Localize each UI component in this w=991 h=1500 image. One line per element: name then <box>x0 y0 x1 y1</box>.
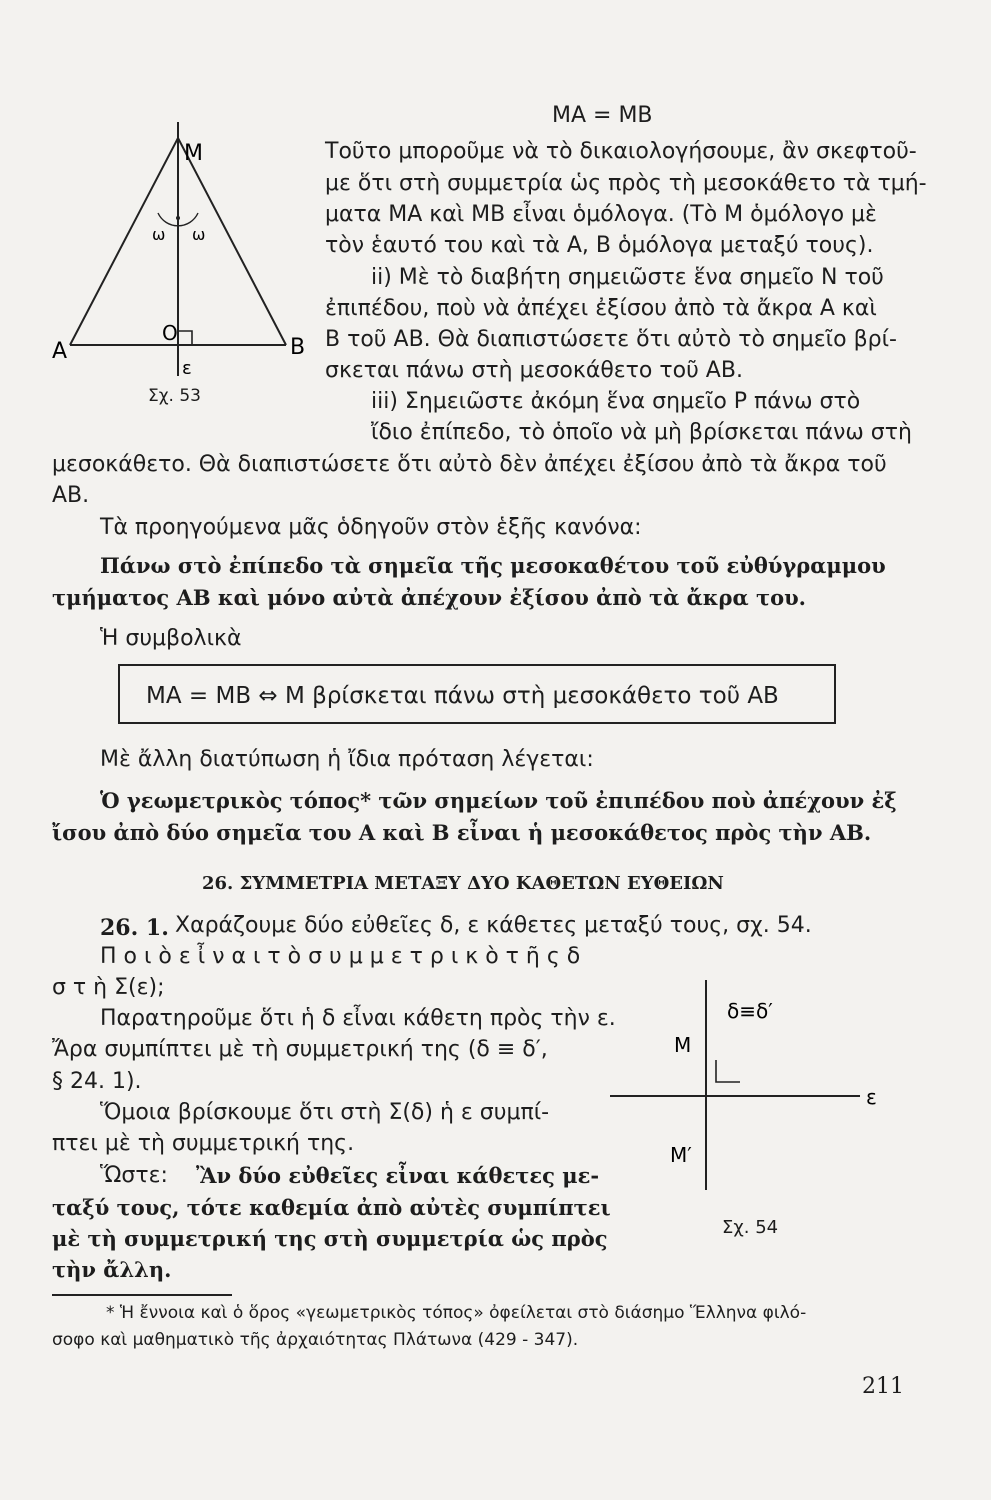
para1-line: τὸν ἑαυτό του καὶ τὰ A, B ὁμόλογα μεταξύ τους). <box>325 233 874 258</box>
s26-1-text: Χαράζουμε δύο εὐθεῖες δ, ε κάθετες μεταξύ τους, σχ. 54. <box>175 913 812 938</box>
fig53-label-omega2: ω <box>192 225 206 244</box>
section-number: 26. 1. <box>100 915 169 941</box>
para1-line: ii) Μὲ τὸ διαβήτη σημειῶστε ἕνα σημεῖο N τοῦ <box>371 265 884 290</box>
fig53-label-b: B <box>290 335 306 360</box>
right-angle-mark <box>178 331 192 345</box>
para1-line: με ὅτι στὴ συμμετρία ὡς πρὸς τὴ μεσοκάθετο τὰ τμή- <box>325 171 927 196</box>
top-formula: MA = MB <box>552 103 653 128</box>
question-line: σ τ ὴ Σ(ε); <box>52 975 165 1000</box>
fig54-label-dd: δ≡δ′ <box>727 999 773 1023</box>
footnote-line: * Ἡ ἔννοια καὶ ὁ ὅρος «γεωμετρικὸς τόπος» ὀφείλεται στὸ διάσημο Ἕλληνα φιλό- <box>106 1303 807 1323</box>
body-line: § 24. 1). <box>52 1069 142 1094</box>
fig53-label-m: M <box>184 141 203 166</box>
fig53-label-o: O <box>162 321 178 345</box>
arc-point <box>176 216 180 220</box>
fig54-label-eps: ε <box>866 1085 877 1109</box>
locus-bold-line: Ὁ γεωμετρικὸς τόπος* τῶν σημείων τοῦ ἐπιπέδου ποὺ ἀπέχουν ἐξ <box>100 788 897 813</box>
fig54-caption: Σχ. 54 <box>722 1217 779 1238</box>
fig53-label-omega1: ω <box>152 225 166 244</box>
alt-intro: Μὲ ἄλλη διατύπωση ἡ ἴδια πρόταση λέγεται: <box>100 747 594 772</box>
rule-intro: Τὰ προηγούμενα μᾶς ὁδηγοῦν στὸν ἑξῆς κανόνα: <box>100 515 642 540</box>
footnote-rule <box>52 1294 232 1296</box>
fig53-label-a: A <box>52 339 68 364</box>
body-line: Ἄρα συμπίπτει μὲ τὴ συμμετρική της (δ ≡ δ′, <box>52 1037 548 1062</box>
fig54-label-mp: M′ <box>670 1143 692 1167</box>
box-formula: MA = MB ⇔ M βρίσκεται πάνω στὴ μεσοκάθετο τοῦ AB <box>146 683 779 709</box>
para1-line: B τοῦ AB. Θὰ διαπιστώσετε ὅτι αὐτὸ τὸ σημεῖο βρί- <box>325 327 897 352</box>
conclusion-bold-line: Ἂν δύο εὐθεῖες εἶναι κάθετες με- <box>196 1163 600 1188</box>
fig53-label-eps: ε <box>182 358 192 379</box>
conclusion-bold-line: μὲ τὴ συμμετρική της στὴ συμμετρία ὡς πρὸς <box>52 1226 608 1251</box>
question-line: Π ο ι ὸ ε ἶ ν α ι τ ὸ σ υ μ μ ε τ ρ ι κ ὸ τ ῆ ς δ <box>100 944 581 969</box>
para1-line: Τοῦτο μποροῦμε νὰ τὸ δικαιολογήσουμε, ἂν σκεφτοῦ- <box>325 139 917 164</box>
para1-full-line: AB. <box>52 483 90 508</box>
right-angle-mark <box>716 1060 740 1082</box>
para1-line: σκεται πάνω στὴ μεσοκάθετο τοῦ AB. <box>325 358 743 383</box>
body-line: πτει μὲ τὴ συμμετρική της. <box>52 1131 355 1156</box>
conclusion-bold-line: ταξύ τους, τότε καθεμία ἀπὸ αὐτὲς συμπίπτει <box>52 1195 611 1220</box>
figure-53 <box>40 118 340 418</box>
para1-line: ἴδιο ἐπίπεδο, τὸ ὁποῖο νὰ μὴ βρίσκεται πάνω στὴ <box>371 420 912 445</box>
para1-line: ματα MA καὶ MB εἶναι ὁμόλογα. (Τὸ M ὁμόλογο μὲ <box>325 202 877 227</box>
para1-line: iii) Σημειῶστε ἀκόμη ἕνα σημεῖο P πάνω στὸ <box>371 389 861 414</box>
rule-bold-line: τμήματος AB καὶ μόνο αὐτὰ ἀπέχουν ἐξίσου ἀπὸ τὰ ἄκρα του. <box>52 585 806 610</box>
conclusion-bold-line: τὴν ἄλλη. <box>52 1257 172 1282</box>
fig54-label-m: M <box>674 1033 692 1057</box>
symbolic-label: Ἡ συμβολικὰ <box>100 626 242 651</box>
para1-full-line: μεσοκάθετο. Θὰ διαπιστώσετε ὅτι αὐτὸ δὲν ἀπέχει ἐξίσου ἀπὸ τὰ ἄκρα τοῦ <box>52 452 887 477</box>
fig53-caption: Σχ. 53 <box>148 386 202 406</box>
rule-bold-line: Πάνω στὸ ἐπίπεδο τὰ σημεῖα τῆς μεσοκαθέτου τοῦ εὐθύγραμμου <box>100 553 886 578</box>
footnote-line: σοφο καὶ μαθηματικὸ τῆς ἀρχαιότητας Πλάτωνα (429 - 347). <box>52 1330 579 1350</box>
body-line: Ὅμοια βρίσκουμε ὅτι στὴ Σ(δ) ἡ ε συμπί- <box>100 1100 550 1125</box>
para1-line: ἐπιπέδου, ποὺ νὰ ἀπέχει ἐξίσου ἀπὸ τὰ ἄκρα A καὶ <box>325 296 877 321</box>
body-line: Παρατηροῦμε ὅτι ἡ δ εἶναι κάθετη πρὸς τὴν ε. <box>100 1006 616 1031</box>
conclusion-prefix: Ὥστε: <box>100 1163 168 1188</box>
page-number: 211 <box>862 1374 904 1399</box>
locus-bold-line: ἴσου ἀπὸ δύο σημεῖα του A καὶ B εἶναι ἡ μεσοκάθετος πρὸς τὴν AB. <box>52 820 872 845</box>
section-heading: 26. ΣΥΜΜΕΤΡΙΑ ΜΕΤΑΞΥ ΔΥΟ ΚΑΘΕΤΩΝ ΕΥΘΕΙΩΝ <box>202 873 724 894</box>
figure-54 <box>600 970 900 1200</box>
